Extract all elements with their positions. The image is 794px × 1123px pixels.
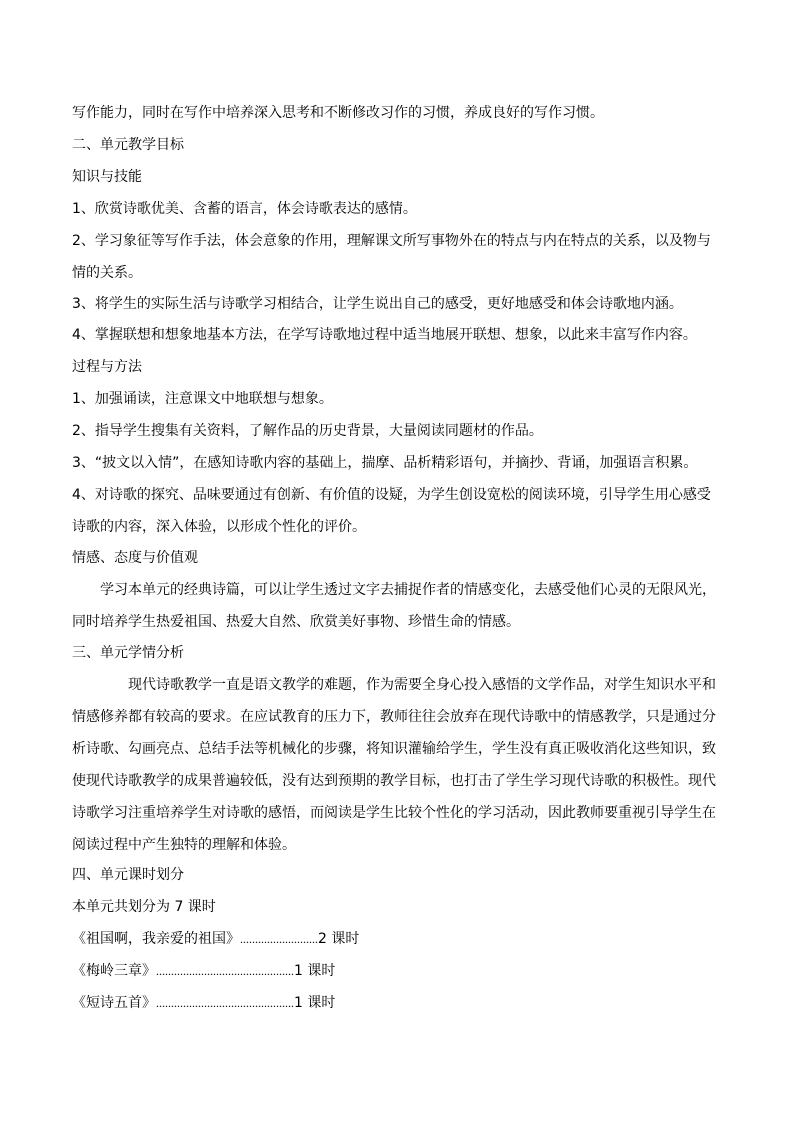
knowledge-item-4: 4、掌握联想和想象地基本方法，在学写诗歌地过程中适当地展开联想、想象，以此来丰富写作内容。 (72, 327, 697, 343)
lesson-leader-dots: .............................................. (156, 996, 294, 1010)
subheading-knowledge-skills: 知识与技能 (72, 169, 142, 185)
process-item-1: 1、加强诵读，注意课文中地联想与想象。 (72, 391, 333, 407)
section-heading-lesson-division: 四、单元课时划分 (72, 867, 184, 883)
lesson-hours: 1 课时 (294, 963, 336, 979)
section-heading-objectives: 二、单元教学目标 (72, 137, 184, 153)
lesson-hours: 2 课时 (318, 931, 360, 947)
continuation-text: 写作能力，同时在写作中培养深入思考和不断修改习作的习惯，养成良好的写作习惯。 (72, 105, 604, 121)
lesson-row (72, 993, 335, 1013)
section-heading-student-analysis: 三、单元学情分析 (72, 645, 184, 661)
lesson-title: 《短诗五首》 (72, 995, 156, 1011)
lesson-row (72, 961, 335, 981)
lesson-title: 《祖国啊，我亲爱的祖国》 (72, 931, 240, 947)
process-item-3: 3、“披文以入情”，在感知诗歌内容的基础上，揣摩、品析精彩语句，并摘抄、背诵，加强语言积累。 (72, 455, 698, 471)
lesson-summary: 本单元共划分为 7 课时 (72, 899, 216, 915)
subheading-process-methods: 过程与方法 (72, 359, 142, 375)
emotion-paragraph: 学习本单元的经典诗篇，可以让学生透过文字去捕捉作者的情感变化，去感受他们心灵的无限风光，同时培养学生热爱祖国、热爱大自然、欣赏美好事物、珍惜生命的情感。 (72, 582, 716, 630)
process-item-2: 2、指导学生搜集有关资料，了解作品的历史背景，大量阅读同题材的作品。 (72, 423, 543, 439)
subheading-emotion-values: 情感、态度与价值观 (72, 550, 198, 566)
lesson-leader-dots: .............................................. (156, 964, 294, 978)
lesson-hours: 1 课时 (294, 995, 336, 1011)
process-item-4: 4、对诗歌的探究、品味要通过有创新、有价值的设疑，为学生创设宽松的阅读环境，引导学生用心感受诗歌的内容，深入体验，以形成个性化的评价。 (72, 487, 711, 535)
knowledge-item-3: 3、将学生的实际生活与诗歌学习相结合，让学生说出自己的感受，更好地感受和体会诗歌地内涵。 (72, 296, 683, 312)
lesson-leader-dots: .......................... (240, 932, 318, 946)
student-analysis-paragraph: 现代诗歌教学一直是语文教学的难题，作为需要全身心投入感悟的文学作品，对学生知识水平和情感修养都有较高的要求。在应试教育的压力下，教师往往会放弃在现代诗歌中的情感教学，只是通过分析诗歌、勾画亮点、总结手法等机械化的步骤，将知识灌输给学生，学生没有真正吸收消化这些知识，致使现代诗歌教学的成果普遍较低，没有达到预期的教学目标，也打击了学生学习现代诗歌的积极性。现代诗歌学习注重培养学生对诗歌的感悟，而阅读是学生比较个性化的学习活动，因此教师要重视引导学生在阅读过程中产生独特的理解和体验。 (72, 677, 716, 853)
knowledge-item-1: 1、欣赏诗歌优美、含蓄的语言，体会诗歌表达的感情。 (72, 201, 417, 217)
knowledge-item-2: 2、学习象征等写作手法，体会意象的作用，理解课文所写事物外在的特点与内在特点的关系，以及物与情的关系。 (72, 233, 711, 281)
lesson-row (72, 929, 359, 949)
lesson-title: 《梅岭三章》 (72, 963, 156, 979)
